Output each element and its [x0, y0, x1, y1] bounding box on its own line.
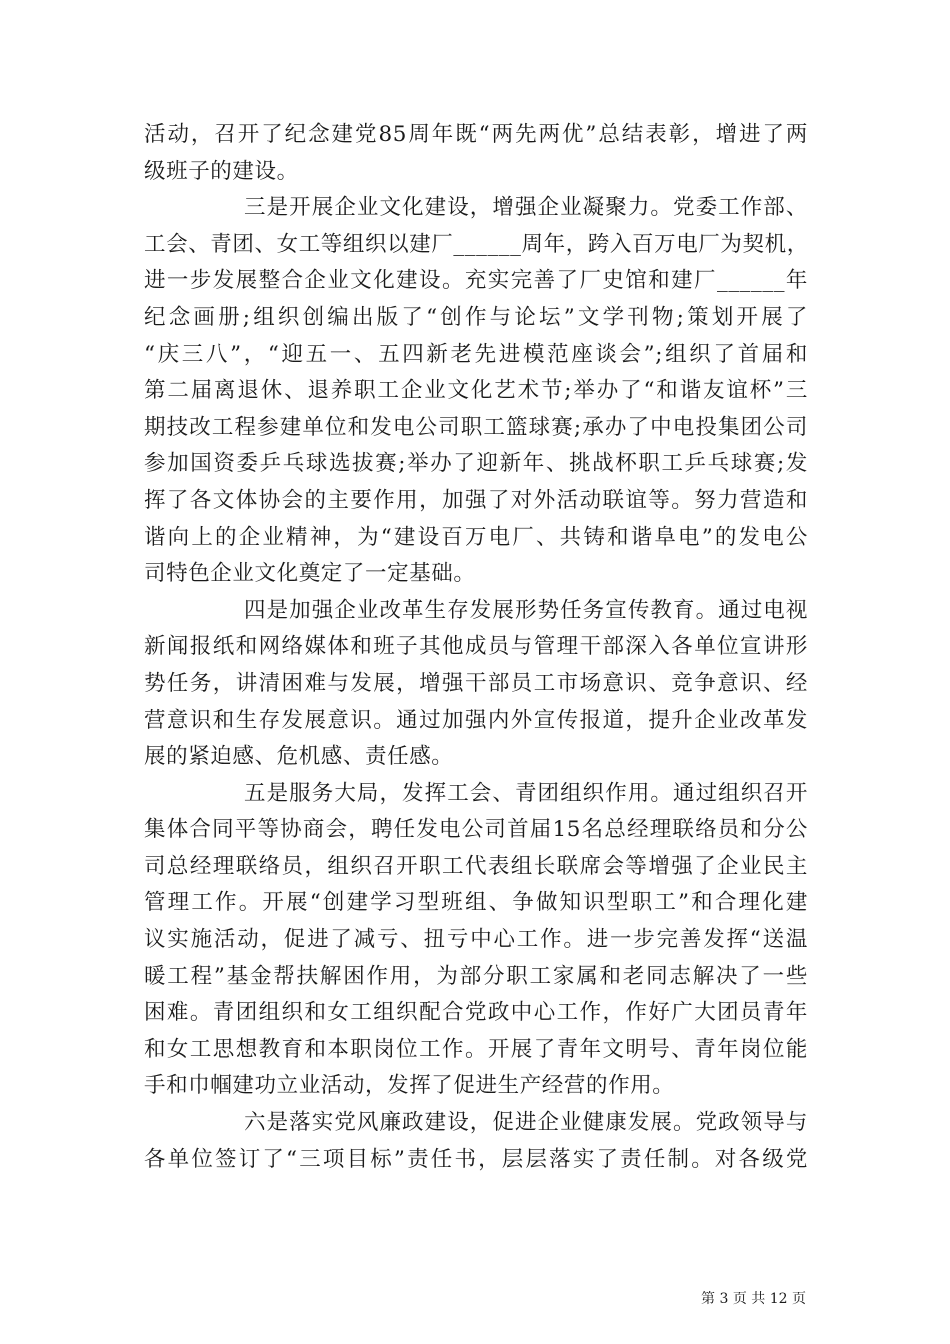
text-line: 各单位签订了“三项目标”责任书，层层落实了责任制。对各级党	[144, 1146, 808, 1172]
page-number-footer: 第 3 页 共 12 页	[701, 1291, 806, 1307]
text-line: 困难。青团组织和女工组织配合党政中心工作，作好广大团员青年	[144, 1000, 808, 1026]
text-line: 势任务，讲清困难与发展，增强干部员工市场意识、竞争意识、经	[144, 670, 808, 696]
text-line: 纪念画册;组织创编出版了“创作与论坛”文学刊物;策划开展了	[144, 304, 808, 330]
text-line: 期技改工程参建单位和发电公司职工篮球赛;承办了中电投集团公司	[144, 414, 808, 440]
text-line: 司总经理联络员，组织召开职工代表组长联席会等增强了企业民主	[144, 853, 808, 879]
text-line: 进一步发展整合企业文化建设。充实完善了厂史馆和建厂______年	[144, 268, 808, 294]
text-line: 活动，召开了纪念建党85周年既“两先两优”总结表彰，增进了两	[144, 122, 808, 147]
text-line: 司特色企业文化奠定了一定基础。	[144, 561, 476, 587]
paragraph-first-line: 六是落实党风廉政建设，促进企业健康发展。党政领导与	[244, 1110, 808, 1136]
text-line: 谐向上的企业精神，为“建设百万电厂、共铸和谐阜电”的发电公	[144, 524, 808, 550]
text-line: 第二届离退休、退养职工企业文化艺术节;举办了“和谐友谊杯”三	[144, 378, 808, 404]
text-line: 手和巾帼建功立业活动，发挥了促进生产经营的作用。	[144, 1073, 675, 1099]
text-line: 挥了各文体协会的主要作用，加强了对外活动联谊等。努力营造和	[144, 487, 808, 513]
text-line: “庆三八”，“迎五一、五四新老先进模范座谈会”;组织了首届和	[144, 341, 808, 367]
document-body	[144, 117, 808, 1178]
paragraph-first-line: 三是开展企业文化建设，增强企业凝聚力。党委工作部、	[244, 195, 808, 221]
text-line: 暖工程”基金帮扶解困作用，为部分职工家属和老同志解决了一些	[144, 963, 808, 989]
text-line: 议实施活动，促进了减亏、扭亏中心工作。进一步完善发挥“送温	[144, 927, 808, 953]
paragraph-first-line: 五是服务大局，发挥工会、青团组织作用。通过组织召开	[244, 780, 808, 806]
text-line: 新闻报纸和网络媒体和班子其他成员与管理干部深入各单位宣讲形	[144, 634, 808, 660]
text-line: 和女工思想教育和本职岗位工作。开展了青年文明号、青年岗位能	[144, 1036, 808, 1062]
text-line: 级班子的建设。	[144, 158, 299, 184]
text-line: 展的紧迫感、危机感、责任感。	[144, 744, 454, 770]
paragraph-first-line: 四是加强企业改革生存发展形势任务宣传教育。通过电视	[244, 597, 808, 623]
text-line: 工会、青团、女工等组织以建厂______周年，跨入百万电厂为契机，	[144, 231, 809, 257]
text-line: 参加国资委乒乓球选拔赛;举办了迎新年、挑战杯职工乒乓球赛;发	[144, 451, 808, 477]
text-line: 营意识和生存发展意识。通过加强内外宣传报道，提升企业改革发	[144, 707, 808, 733]
text-line: 集体合同平等协商会，聘任发电公司首届15名总经理联络员和分公	[144, 817, 808, 843]
text-line: 管理工作。开展“创建学习型班组、争做知识型职工”和合理化建	[144, 890, 808, 916]
